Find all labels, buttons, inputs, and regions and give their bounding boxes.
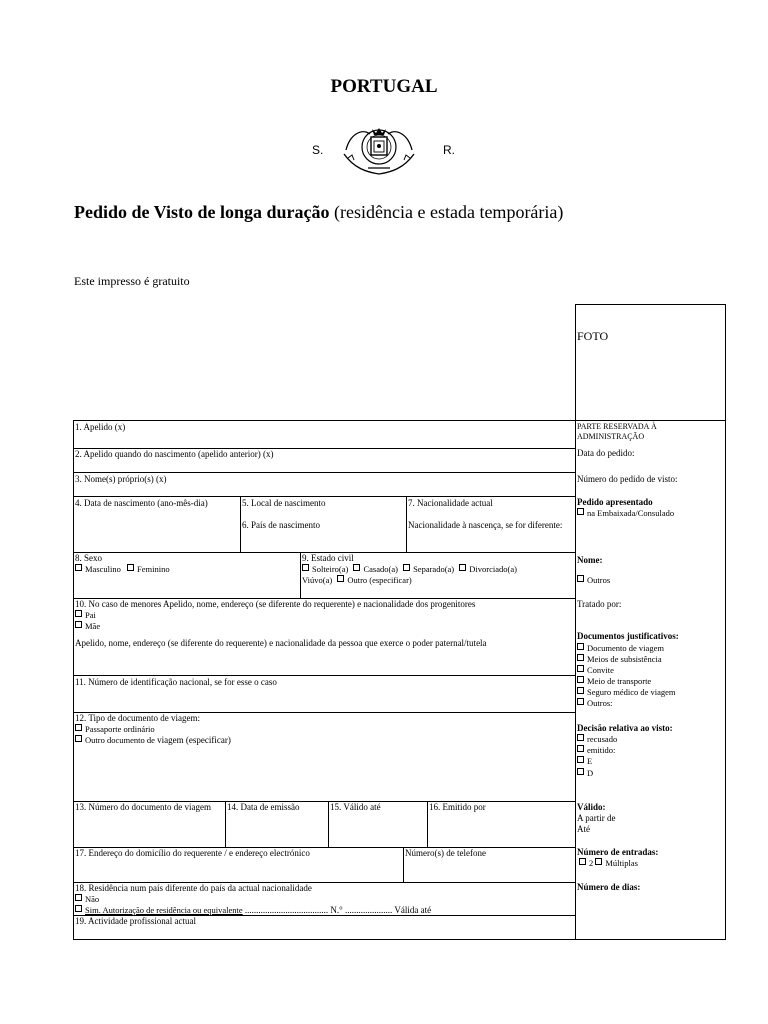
checkbox-admin-others[interactable] bbox=[577, 575, 584, 582]
field-sex-label: 8. Sexo bbox=[75, 553, 102, 563]
admin-handled-by: Tratado por: bbox=[577, 599, 622, 609]
checkbox-ordinary-passport[interactable] bbox=[75, 724, 82, 731]
free-notice: Este impresso é gratuito bbox=[74, 274, 190, 288]
country-title: PORTUGAL bbox=[330, 76, 438, 97]
admin-decision-refused: recusado bbox=[587, 734, 618, 744]
checkbox-residence-yes[interactable] bbox=[75, 905, 82, 912]
option-mother: Mãe bbox=[85, 621, 101, 631]
option-other-travel-document: Outro documento de bbox=[85, 735, 155, 745]
admin-decision-label: Decisão relativa ao visto: bbox=[577, 723, 673, 733]
field-residence-other-country bbox=[73, 882, 576, 916]
option-father: Pai bbox=[85, 610, 96, 620]
admin-entries-label: Número de entradas: bbox=[577, 847, 659, 857]
field-issued-by[interactable] bbox=[427, 801, 576, 848]
checkbox-doc-transport[interactable] bbox=[577, 676, 584, 683]
checkbox-entries-multiple[interactable] bbox=[595, 858, 602, 865]
option-other-travel-document-specify: viagem (especificar) bbox=[154, 735, 231, 745]
checkbox-type-d[interactable] bbox=[577, 768, 584, 775]
field-surname-label: 1. Apelido (x) bbox=[75, 422, 126, 432]
checkbox-doc-insurance[interactable] bbox=[577, 687, 584, 694]
field-nationality-label: 7. Nacionalidade actual bbox=[408, 498, 493, 508]
admin-header: PARTE RESERVADA À ADMINISTRAÇÃO bbox=[577, 422, 657, 441]
option-separated: Separado(a) bbox=[413, 564, 455, 574]
field-civil-status bbox=[300, 552, 576, 599]
field-current-occupation[interactable] bbox=[73, 915, 576, 940]
admin-doc-insurance: Seguro médico de viagem bbox=[587, 687, 676, 697]
option-residence-no: Não bbox=[85, 894, 100, 904]
field-birth-place[interactable] bbox=[240, 496, 407, 553]
option-residence-yes: Sim. Autorização de residência ou equivalente bbox=[85, 905, 243, 915]
admin-valid-label: Válido: bbox=[577, 802, 606, 812]
checkbox-residence-no[interactable] bbox=[75, 894, 82, 901]
field-civil-status-label: 9. Estado civil bbox=[302, 553, 354, 563]
admin-doc-transport: Meio de transporte bbox=[587, 676, 652, 686]
field-first-names[interactable] bbox=[73, 472, 576, 497]
field-phone-numbers[interactable] bbox=[403, 847, 576, 883]
field-valid-until-label: 15. Válido até bbox=[330, 802, 381, 812]
field-birth-nationality-label: Nacionalidade à nascença, se for diferente: bbox=[408, 520, 563, 530]
field-parents-label: 10. No caso de menores Apelido, nome, endereço (se diferente do requerente) e nacionalidade dos progenitores bbox=[75, 599, 476, 609]
admin-request-number: Número do pedido de visto: bbox=[577, 474, 678, 484]
field-residence-other-country-label: 18. Residência num país diferente do país da actual nacionalidade bbox=[75, 883, 312, 893]
field-parents[interactable] bbox=[73, 598, 576, 676]
option-divorced: Divorciado(a) bbox=[469, 564, 517, 574]
admin-decision-d: D bbox=[587, 768, 594, 778]
admin-doc-means: Meios de subsistência bbox=[587, 654, 662, 664]
checkbox-male[interactable] bbox=[75, 564, 82, 571]
checkbox-issued[interactable] bbox=[577, 745, 584, 752]
checkbox-single[interactable] bbox=[302, 564, 309, 571]
field-travel-document-type-label: 12. Tipo de documento de viagem: bbox=[75, 713, 200, 723]
form-title-subtitle: (residência e estada temporária) bbox=[329, 202, 564, 222]
field-birth-date[interactable] bbox=[73, 496, 241, 553]
field-nationality[interactable] bbox=[406, 496, 576, 553]
admin-request-date: Data do pedido: bbox=[577, 448, 635, 458]
option-married: Casado(a) bbox=[363, 564, 398, 574]
admin-doc-others: Outros: bbox=[587, 698, 613, 708]
field-issued-by-label: 16. Emitido por bbox=[429, 802, 486, 812]
checkbox-doc-means[interactable] bbox=[577, 654, 584, 661]
option-ordinary-passport: Passaporte ordinário bbox=[85, 724, 155, 734]
checkbox-married[interactable] bbox=[353, 564, 360, 571]
field-birth-place-label: 5. Local de nascimento bbox=[242, 498, 326, 508]
field-birth-country-label: 6. País de nascimento bbox=[242, 520, 320, 530]
seal-letter-right: R. bbox=[443, 143, 455, 157]
option-male: Masculino bbox=[85, 564, 121, 574]
field-travel-document-type bbox=[73, 712, 576, 802]
admin-submitted-label: Pedido apresentado bbox=[577, 497, 653, 507]
admin-doc-invitation: Convite bbox=[587, 665, 614, 675]
field-phone-numbers-label: Número(s) de telefone bbox=[405, 848, 486, 858]
admin-decision-e: E bbox=[587, 756, 593, 766]
field-sex bbox=[73, 552, 301, 599]
admin-valid-from: A partir de bbox=[577, 813, 616, 823]
field-home-address[interactable] bbox=[73, 847, 404, 883]
admin-others-option: Outros bbox=[587, 575, 611, 585]
field-birth-surname-label: 2. Apelido quando do nascimento (apelido anterior) (x) bbox=[75, 449, 274, 459]
field-travel-document-number[interactable] bbox=[73, 801, 226, 848]
field-home-address-label: 17. Endereço do domicílio do requerente / e endereço electrónico bbox=[75, 848, 310, 858]
admin-documents-label: Documentos justificativos: bbox=[577, 631, 679, 641]
field-issue-date-label: 14. Data de emissão bbox=[227, 802, 300, 812]
field-birth-surname[interactable] bbox=[73, 448, 576, 473]
field-national-id-label: 11. Número de identificação nacional, se for esse o caso bbox=[75, 677, 277, 687]
admin-entries-two: 2 bbox=[589, 858, 594, 868]
field-guardian-label: Apelido, nome, endereço (se diferente do requerente) e nacionalidade da pessoa que exerce o poder paternal/tutela bbox=[75, 638, 487, 648]
admin-doc-travel: Documento de viagem bbox=[587, 643, 664, 653]
checkbox-father[interactable] bbox=[75, 610, 82, 617]
form-title-main: Pedido de Visto de longa duração bbox=[74, 202, 330, 222]
checkbox-separated[interactable] bbox=[403, 564, 410, 571]
admin-days-label: Número de dias: bbox=[577, 882, 641, 892]
checkbox-other-status[interactable] bbox=[337, 575, 344, 582]
checkbox-doc-travel[interactable] bbox=[577, 643, 584, 650]
field-birth-date-label: 4. Data de nascimento (ano-mês-dia) bbox=[75, 498, 208, 508]
option-female: Feminino bbox=[137, 564, 170, 574]
admin-decision-issued: emitido: bbox=[587, 745, 616, 755]
admin-name-label: Nome: bbox=[577, 555, 603, 565]
field-surname[interactable] bbox=[73, 420, 576, 449]
field-valid-until[interactable] bbox=[328, 801, 428, 848]
checkbox-mother[interactable] bbox=[75, 621, 82, 628]
field-issue-date[interactable] bbox=[225, 801, 329, 848]
coat-of-arms-seal bbox=[340, 120, 418, 183]
admin-valid-until: Até bbox=[577, 824, 590, 834]
admin-entries-multiple: Múltiplas bbox=[605, 858, 638, 868]
field-national-id[interactable] bbox=[73, 675, 576, 713]
checkbox-embassy-consulate[interactable] bbox=[577, 508, 584, 515]
option-other-status: Outro (especificar) bbox=[347, 575, 412, 585]
checkbox-doc-invitation[interactable] bbox=[577, 665, 584, 672]
form-title bbox=[74, 202, 563, 223]
option-widowed: Viúvo(a) bbox=[302, 575, 333, 585]
field-travel-document-number-label: 13. Número do documento de viagem bbox=[75, 802, 211, 812]
checkbox-refused[interactable] bbox=[577, 734, 584, 741]
checkbox-divorced[interactable] bbox=[459, 564, 466, 571]
checkbox-doc-others[interactable] bbox=[577, 698, 584, 705]
checkbox-type-e[interactable] bbox=[577, 756, 584, 763]
checkbox-female[interactable] bbox=[127, 564, 134, 571]
option-single: Solteiro(a) bbox=[312, 564, 349, 574]
field-first-names-label: 3. Nome(s) próprio(s) (x) bbox=[75, 474, 167, 484]
residence-permit-details: ..................................... N.° ..................... Válida até bbox=[242, 905, 432, 915]
photo-label: FOTO bbox=[577, 329, 609, 343]
field-current-occupation-label: 19. Actividade profissional actual bbox=[75, 916, 196, 926]
photo-box bbox=[575, 304, 726, 421]
admin-submitted-embassy: na Embaixada/Consulado bbox=[587, 508, 675, 518]
checkbox-other-travel-document[interactable] bbox=[75, 735, 82, 742]
seal-letter-left: S. bbox=[312, 143, 324, 157]
checkbox-entries-two[interactable] bbox=[579, 858, 586, 865]
